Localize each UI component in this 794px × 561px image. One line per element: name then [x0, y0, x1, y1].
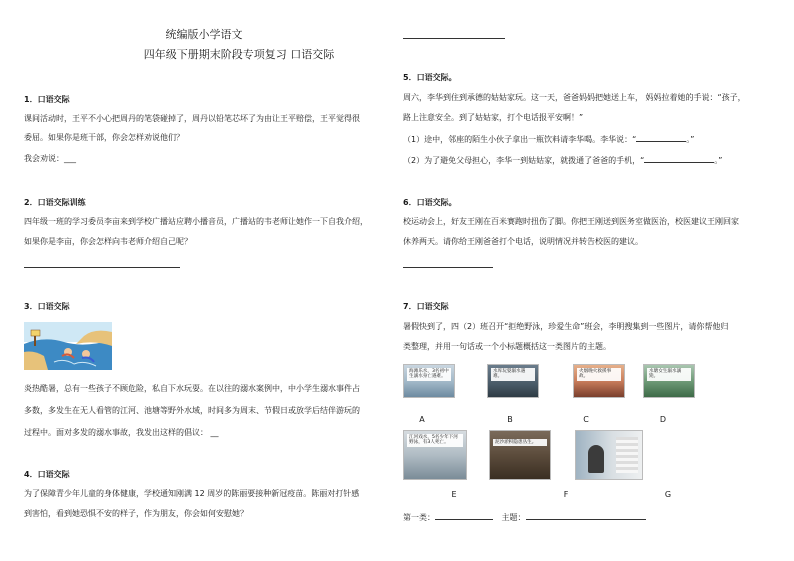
q1-line-1: 课间活动时，王平不小心把周丹的笔袋碰掉了，周丹以铅笔芯坏了为由让王平赔偿，王平觉得很 [24, 114, 360, 123]
q7-line-2: 类整理，并用一句话或一个小标题概括这一类图片的主题。 [403, 342, 611, 351]
q3-line-3: 过程中。面对多发的溺水事故，我发出这样的倡议： __ [24, 428, 219, 437]
q2-heading: 2．口语交际训练 [24, 198, 86, 207]
q5-line-1: 周六，李华到住到承德的姑姑家玩。这一天，爸爸妈妈把她送上车， 妈妈拉着她的手说：“孩子， [403, 93, 746, 102]
photo-c[interactable] [573, 364, 625, 398]
q2-answer-line[interactable] [24, 267, 180, 268]
header-line-2: 四年级下册期末阶段专项复习 口语交际 [143, 48, 335, 61]
q6-heading: 6．口语交际。 [403, 198, 457, 207]
photo-a-label: A [419, 415, 425, 424]
q7-category-blank[interactable] [435, 510, 493, 520]
photo-g[interactable] [575, 430, 643, 480]
drowning-cartoon-image [24, 322, 112, 370]
photo-g-figure [588, 445, 604, 473]
q5-sub-1 [403, 132, 694, 146]
photo-b-label: B [507, 415, 513, 424]
photo-e[interactable] [403, 430, 467, 480]
photo-c-label: C [583, 415, 589, 424]
q7-theme-label: 主题： [501, 513, 526, 522]
q7-category-label: 第一类： [403, 513, 435, 522]
photo-f-label: F [563, 490, 569, 499]
photo-f-caption: 泥沙淤积隐患丛生。 [493, 439, 547, 446]
q4-answer-line[interactable] [403, 38, 505, 39]
q5-sub-1-end: 。” [686, 135, 695, 144]
q7-line-1: 暑假快到了，四（2）班召开“拒绝野泳，珍爱生命”班会，李明搜集到一些图片，请你帮他归 [403, 322, 729, 331]
q3-line-1: 炎热酷暑，总有一些孩子不顾危险，私自下水玩耍。在以往的溺水案例中，中小学生溺水事件占 [24, 384, 360, 393]
q6-line-1: 校运动会上，好友王刚在百米赛跑时扭伤了脚。你把王刚送到医务室做医治，校医建议王刚回家 [403, 217, 739, 226]
photo-g-text-panel [616, 437, 638, 473]
q4-line-1: 为了保障青少年儿童的身体健康，学校通知刚满 12 周岁的陈丽要接种新冠疫苗。陈丽对打针感 [24, 489, 360, 498]
q7-theme-blank[interactable] [526, 510, 646, 520]
photo-d[interactable] [643, 364, 695, 398]
q5-sub-2-end: 。” [714, 156, 723, 165]
photo-d-caption: 水塘女生溺水溺毙。 [647, 368, 691, 381]
photo-e-label: E [451, 490, 457, 499]
q5-sub-1-blank[interactable] [636, 132, 686, 142]
q5-sub-2-blank[interactable] [644, 153, 714, 163]
photo-g-label: G [664, 490, 672, 499]
q7-answer-row [403, 510, 646, 524]
photo-b[interactable] [487, 364, 539, 398]
header-line-1: 统编版小学语文 [165, 28, 243, 41]
photo-c-caption: 火烟晚火救援事故。 [577, 368, 621, 381]
q4-heading: 4．口语交际 [24, 470, 70, 479]
q4-line-2: 到害怕，看到她恐惧不安的样子，作为朋友，你会如何安慰她？ [24, 509, 248, 518]
photo-a[interactable] [403, 364, 455, 398]
q6-answer-line[interactable] [403, 267, 493, 268]
q1-line-2: 委屈。如果你是班干部，你会怎样劝说他们？ [24, 133, 184, 142]
q5-heading: 5．口语交际。 [403, 73, 457, 82]
photo-b-caption: 水库玩耍溺水遇难。 [491, 368, 535, 381]
photo-e-caption: 江河戏水，5名少年下河野泳，有3人死亡。 [407, 434, 463, 447]
q1-answer-prompt: 我会劝说：___ [24, 154, 76, 163]
q7-heading: 7．口语交际 [403, 302, 449, 311]
photo-d-label: D [659, 415, 667, 424]
q3-line-2: 多数，多发生在无人看管的江河、池塘等野外水域，时间多为周末、节假日或放学后结伴游玩的 [24, 406, 360, 415]
photo-a-caption: 海滩乐水，3名初中生溺水身亡遇难。 [407, 368, 451, 381]
q2-line-2: 如果你是李亩，你会怎样向韦老师介绍自己呢？ [24, 237, 192, 246]
q6-line-2: 休养两天。请你给王刚爸爸打个电话，说明情况并转告校医的建议。 [403, 237, 643, 246]
q5-sub-2 [403, 153, 722, 167]
q5-sub-2-text: （2）为了避免父母担心，李华一到姑姑家，就拨通了爸爸的手机，“ [403, 156, 645, 165]
q3-heading: 3．口语交际 [24, 302, 70, 311]
photo-f[interactable] [489, 430, 551, 480]
q1-heading: 1．口语交际 [24, 95, 70, 104]
q5-line-2: 路上注意安全。到了姑姑家，打个电话报平安啊！” [403, 113, 584, 122]
q5-sub-1-text: （1）途中，邻座的陌生小伙子拿出一瓶饮料请李华喝。李华说：“ [403, 135, 637, 144]
q2-line-1: 四年级一班的学习委员李亩来到学校广播站应聘小播音员，广播站的韦老师让她作一下自我介绍， [24, 217, 368, 226]
